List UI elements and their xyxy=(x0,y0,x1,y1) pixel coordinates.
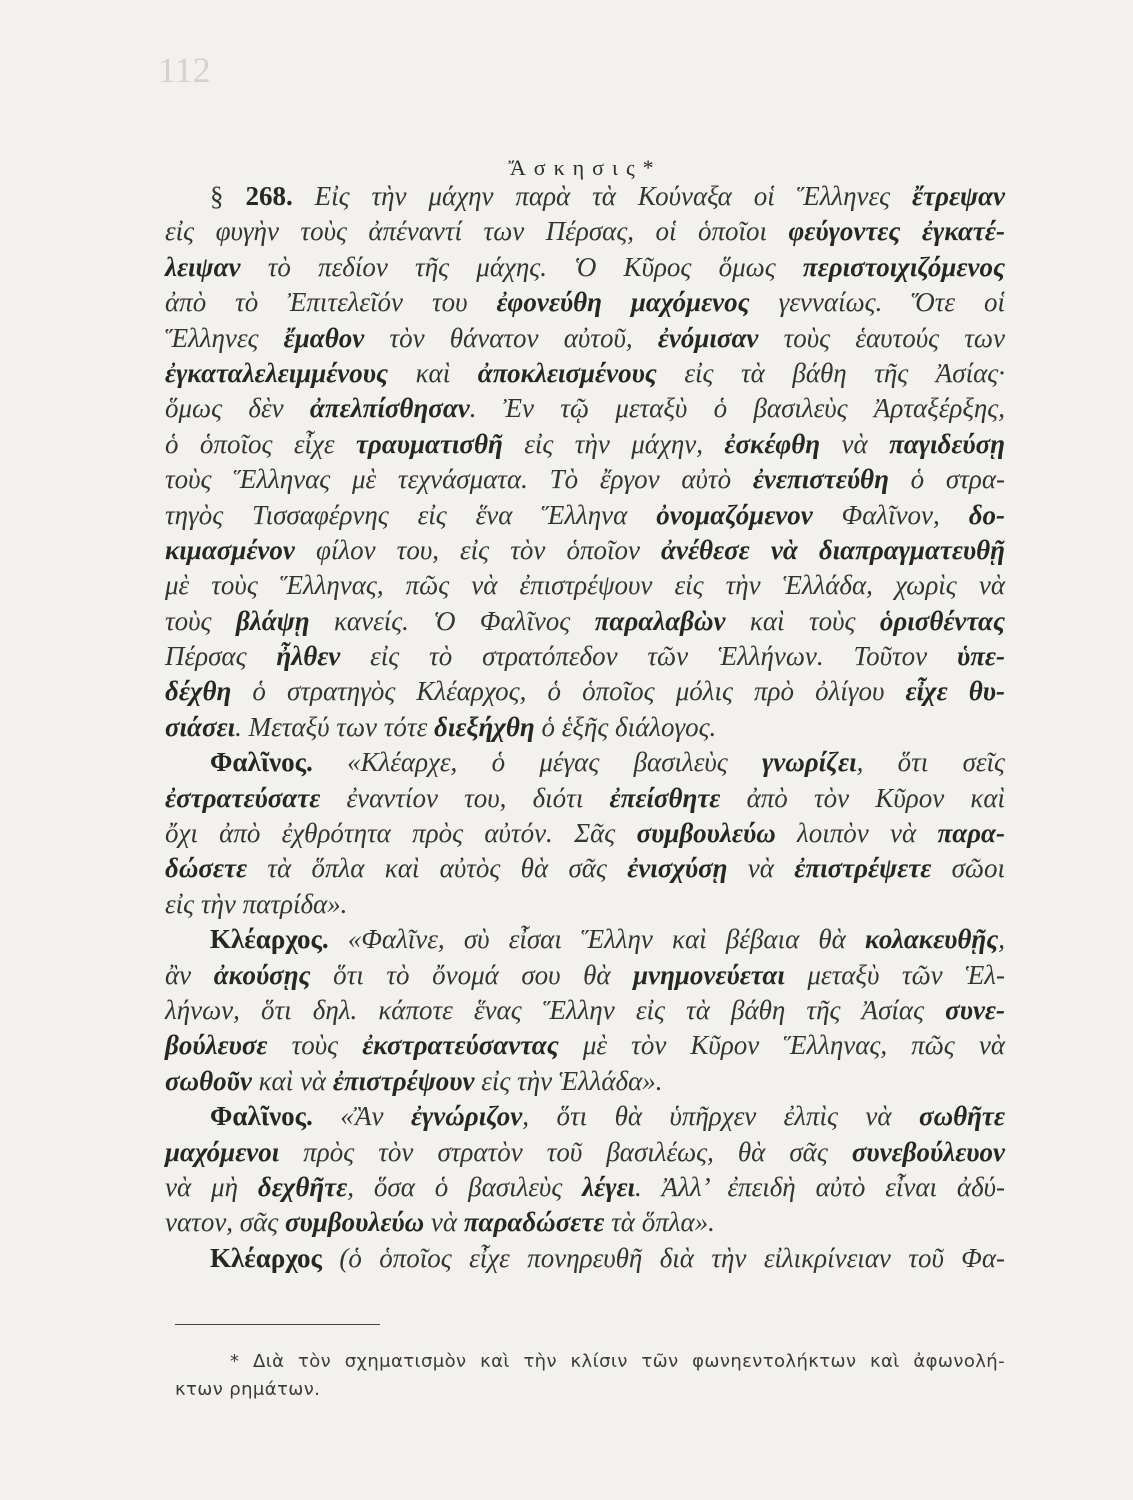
text-run: Εἰς τὴν μάχην παρὰ τὰ Κούναξα οἱ Ἕλληνες xyxy=(292,181,913,211)
text-run: φίλον του, εἰς τὸν ὁποῖον xyxy=(294,534,662,565)
text-run: πρὸς τὸν στρατὸν τοῦ βασιλέως, θὰ σᾶς xyxy=(279,1136,852,1167)
text-run: καὶ xyxy=(388,357,478,388)
line-text xyxy=(210,745,1005,780)
footnote-line xyxy=(175,1376,1005,1404)
text-run: «Ἂν xyxy=(312,1101,411,1132)
exercise-text xyxy=(165,179,1005,1276)
bold-term: τραυματισθῆ xyxy=(355,428,503,459)
bold-term: βλάψῃ xyxy=(235,605,310,636)
text-line xyxy=(165,1241,1005,1276)
footnote xyxy=(175,1348,1005,1404)
text-run: εἰς τὴν μάχην, xyxy=(502,428,725,459)
line-text xyxy=(165,1135,1005,1170)
text-line xyxy=(165,462,1005,497)
bold-term: διεξήχθη xyxy=(433,711,535,742)
text-line xyxy=(165,1170,1005,1205)
text-line xyxy=(165,285,1005,320)
bold-term: ἐνόμισαν xyxy=(657,322,759,353)
text-line xyxy=(165,1064,1005,1099)
text-run: ἐναντίον του, διότι xyxy=(320,782,610,813)
bold-term: ἔμαθον xyxy=(283,322,365,353)
bold-term: ἐπείσθητε xyxy=(609,782,721,813)
bold-term: ἐφονεύθη μαχόμενος xyxy=(496,287,750,318)
text-run: λοιπὸν νὰ xyxy=(775,818,938,849)
line-text xyxy=(165,958,1005,993)
text-run: νατον, σᾶς xyxy=(165,1207,285,1238)
text-run: τηγὸς Τισσαφέρνης εἰς ἕνα Ἕλληνα xyxy=(165,499,657,530)
text-run: Ἕλληνες xyxy=(165,322,284,353)
bold-term: Κλέαρχος. xyxy=(210,924,329,955)
footnote-line xyxy=(175,1348,1005,1376)
bold-term: ἀνέθεσε νὰ διαπραγματευθῇ xyxy=(661,534,1005,565)
text-line xyxy=(165,781,1005,816)
paragraph xyxy=(165,1241,1005,1276)
bold-term: λέγει xyxy=(582,1171,636,1202)
text-run: ὁ ὁποῖος εἶχε xyxy=(165,428,356,459)
bold-term: συμβουλεύω xyxy=(285,1207,425,1238)
bold-term: Φαλῖνος. xyxy=(210,747,313,778)
text-line xyxy=(165,639,1005,674)
line-text xyxy=(165,568,1005,603)
line-text xyxy=(165,391,1005,426)
line-text xyxy=(165,462,1005,497)
bold-term: ἀπελπίσθησαν xyxy=(309,393,470,424)
text-line xyxy=(165,816,1005,851)
bold-term: γνωρίζει xyxy=(761,747,857,778)
bold-term: παραλαβὼν xyxy=(594,605,726,636)
text-run: κανείς. Ὁ Φαλῖνος xyxy=(309,605,595,636)
text-run: ἂν xyxy=(165,959,214,990)
text-run: ὄχι ἀπὸ ἐχθρότητα πρὸς αὐτόν. Σᾶς xyxy=(165,818,637,849)
line-text xyxy=(165,1170,1005,1205)
text-line xyxy=(165,887,1005,922)
text-line xyxy=(165,250,1005,285)
text-line xyxy=(165,993,1005,1028)
line-text xyxy=(165,887,347,922)
text-run: τὰ ὅπλα». xyxy=(604,1207,715,1238)
text-run: «Κλέαρχε, ὁ μέγας βασιλεὺς xyxy=(312,747,762,778)
text-line xyxy=(165,1135,1005,1170)
text-run: εἰς τὰ βάθη τῆς Ἀσίας· xyxy=(656,357,1005,388)
text-line xyxy=(165,710,1005,745)
text-run: μεταξὺ τῶν Ἑλ- xyxy=(784,959,1005,990)
text-run: νὰ xyxy=(820,428,890,459)
text-line xyxy=(165,533,1005,568)
line-text xyxy=(210,179,1005,214)
text-run: τοὺς ἑαυτούς των xyxy=(758,322,1005,353)
text-run: ὁ στρατηγὸς Κλέαρχος, ὁ ὁποῖος μόλις πρὸ ὀλίγου xyxy=(231,676,906,707)
line-text xyxy=(165,710,716,745)
text-run: εἰς φυγὴν τοὺς ἀπέναντί των Πέρσας, οἱ ὁποῖοι xyxy=(165,216,789,247)
text-run: ὅτι τὸ ὄνομά σου θὰ xyxy=(310,959,634,990)
text-line xyxy=(165,1099,1005,1134)
text-run: Φαλῖνον, xyxy=(812,499,969,530)
bold-term: ὁρισθέντας xyxy=(879,605,1005,636)
paragraph xyxy=(165,179,1005,745)
line-text xyxy=(165,781,1005,816)
paragraph xyxy=(165,745,1005,922)
bold-term: μνημονεύεται xyxy=(633,959,785,990)
paragraph xyxy=(165,922,1005,1099)
bold-term: σωθοῦν xyxy=(165,1065,252,1096)
bold-term: ἐπιστρέψουν xyxy=(332,1065,475,1096)
text-run: . Ἐν τῷ μεταξὺ ὁ βασιλεὺς Ἀρταξέρξης, xyxy=(469,393,1005,424)
bold-term: ἐγκαταλελειμμένους xyxy=(165,357,389,388)
text-run: (ὁ ὁποῖος εἶχε πονηρευθῆ διὰ τὴν εἰλικρίνειαν τοῦ Φα- xyxy=(321,1242,1005,1273)
text-run: μὲ τὸν Κῦρον Ἕλληνας, πῶς νὰ xyxy=(558,1030,1005,1061)
line-text xyxy=(165,1205,715,1240)
text-run: κτων ρημάτων. xyxy=(175,1379,321,1400)
text-run: καὶ νὰ xyxy=(251,1065,333,1096)
bold-term: ἔτρεψαν xyxy=(912,181,1006,211)
bold-term: ἀποκλεισμένους xyxy=(477,357,657,388)
text-run: . Ἀλλ’ ἐπειδὴ αὐτὸ εἶναι ἀδύ- xyxy=(635,1171,1006,1202)
text-line xyxy=(165,321,1005,356)
text-line xyxy=(165,851,1005,886)
text-run: μὲ τοὺς Ἕλληνας, πῶς νὰ ἐπιστρέψουν εἰς τὴν Ἑλλάδα, χωρὶς νὰ xyxy=(165,570,1005,601)
text-run: τοὺς Ἕλληνας μὲ τεχνάσματα. Τὸ ἔργον αὐτὸ xyxy=(165,464,753,495)
bold-term: σιάσει xyxy=(165,711,236,742)
text-line xyxy=(165,356,1005,391)
bold-term: ἐστρατεύσατε xyxy=(165,782,321,813)
text-run: , ὅσα ὁ βασιλεὺς xyxy=(347,1171,583,1202)
bold-term: ἦλθεν xyxy=(276,641,341,672)
text-line xyxy=(165,745,1005,780)
text-run: νὰ xyxy=(727,853,795,884)
bold-term: συμβουλεύω xyxy=(636,818,776,849)
bold-term: κολακευθῇς xyxy=(865,924,999,955)
text-run: * Διὰ τὸν σχηματισμὸν καὶ τὴν κλίσιν τῶν φωνηεντολήκτων καὶ ἀφωνολή- xyxy=(230,1351,1005,1372)
text-run: ὁ στρα- xyxy=(888,464,1005,495)
text-line xyxy=(165,498,1005,533)
bold-term: περιστοιχιζόμενος xyxy=(802,251,1005,282)
bold-term: 268. xyxy=(245,181,293,211)
text-run: . Μεταξύ των τότε xyxy=(235,711,434,742)
line-text xyxy=(165,533,1005,568)
text-run: «Φαλῖνε, σὺ εἶσαι Ἕλλην καὶ βέβαια θὰ xyxy=(328,924,866,955)
bold-term: συνεβούλευον xyxy=(851,1136,1005,1167)
bold-term: ἐγνώριζον xyxy=(410,1101,523,1132)
text-run: εἰς τὸ στρατόπεδον τῶν Ἑλλήνων. Τοῦτον xyxy=(340,641,957,672)
text-run: εἰς τὴν πατρίδα». xyxy=(165,888,348,919)
text-line xyxy=(165,1205,1005,1240)
bold-term: ὀνομαζόμενον xyxy=(656,499,813,530)
bold-term: ὑπε- xyxy=(956,641,1005,672)
line-text xyxy=(210,1241,1005,1276)
bold-term: παρα- xyxy=(937,818,1005,849)
line-text xyxy=(230,1348,1005,1376)
text-line xyxy=(165,427,1005,462)
bold-term: βούλευσε xyxy=(165,1030,268,1061)
bold-term: συνε- xyxy=(945,994,1005,1025)
line-text xyxy=(165,639,1005,674)
line-text xyxy=(165,214,1005,249)
text-line xyxy=(165,922,1005,957)
text-line xyxy=(165,179,1005,214)
bold-term: λειψαν xyxy=(165,251,241,282)
bold-term: εἶχε θυ- xyxy=(905,676,1005,707)
text-line xyxy=(165,674,1005,709)
text-line xyxy=(165,391,1005,426)
line-text xyxy=(175,1376,320,1404)
text-line xyxy=(165,1028,1005,1063)
bold-term: ἐπιστρέψετε xyxy=(794,853,932,884)
page-number: 112 xyxy=(158,50,211,90)
bold-term: ἐνεπιστεύθη xyxy=(752,464,889,495)
text-line xyxy=(165,604,1005,639)
line-text xyxy=(165,674,1005,709)
line-text xyxy=(165,851,1005,886)
bold-term: δέχθη xyxy=(165,676,232,707)
line-text xyxy=(165,604,1005,639)
text-run: εἰς τὴν Ἑλλάδα». xyxy=(474,1065,663,1096)
text-run: ὁ ἑξῆς διάλογος. xyxy=(534,711,717,742)
text-run: ἀπὸ τὸ Ἐπιτελεῖόν του xyxy=(165,287,497,318)
line-text xyxy=(165,250,1005,285)
text-run: ὅμως δὲν xyxy=(165,393,310,424)
text-run: , ὅτι σεῖς xyxy=(856,747,1005,778)
bold-term: ἐνισχύσῃ xyxy=(627,853,728,884)
line-text xyxy=(165,356,1005,391)
text-run: σῶοι xyxy=(931,853,1005,884)
section-title: Ἄσκησις* xyxy=(508,155,662,180)
text-line xyxy=(165,958,1005,993)
paragraph xyxy=(165,1099,1005,1241)
text-line xyxy=(165,214,1005,249)
text-run: νὰ μὴ xyxy=(165,1171,258,1202)
line-text xyxy=(210,922,1005,957)
bold-term: ἀκούσῃς xyxy=(213,959,311,990)
line-text xyxy=(165,498,1005,533)
text-run: καὶ τοὺς xyxy=(725,605,880,636)
bold-term: δώσετε xyxy=(165,853,248,884)
text-run: τὸ πεδίον τῆς μάχης. Ὁ Κῦρος ὅμως xyxy=(240,251,803,282)
bold-term: μαχόμενοι xyxy=(165,1136,280,1167)
line-text xyxy=(210,1099,1005,1134)
bold-term: Κλέαρχος xyxy=(210,1242,322,1273)
line-text xyxy=(165,285,1005,320)
bold-term: ἐσκέφθη xyxy=(724,428,821,459)
text-run: , xyxy=(998,924,1005,955)
text-run: , ὅτι θὰ ὑπῆρχεν ἐλπὶς νὰ xyxy=(522,1101,920,1132)
line-text xyxy=(165,1028,1005,1063)
footnote-rule xyxy=(175,1324,380,1325)
bold-term: ἐκστρατεύσαντας xyxy=(362,1030,559,1061)
bold-term: παραδώσετε xyxy=(463,1207,605,1238)
bold-term: σωθῆτε xyxy=(919,1101,1005,1132)
text-run: ἀπὸ τὸν Κῦρον καὶ xyxy=(720,782,1006,813)
line-text xyxy=(165,816,1005,851)
text-run: Πέρσας xyxy=(165,641,277,672)
text-run: τοὺς xyxy=(267,1030,363,1061)
bold-term: κιμασμένον xyxy=(165,534,295,565)
bold-term: δο- xyxy=(968,499,1006,530)
text-run: λήνων, ὅτι δηλ. κάποτε ἕνας Ἕλλην εἰς τὰ βάθη τῆς Ἀσίας xyxy=(165,994,946,1025)
text-run: τὰ ὅπλα καὶ αὐτὸς θὰ σᾶς xyxy=(247,853,628,884)
line-text xyxy=(165,427,1005,462)
text-line xyxy=(165,568,1005,603)
bold-term: παγιδεύσῃ xyxy=(889,428,1005,459)
bold-term: φεύγοντες ἐγκατέ- xyxy=(788,216,1005,247)
text-run: γενναίως. Ὅτε οἱ xyxy=(749,287,1005,318)
line-text xyxy=(165,321,1005,356)
bold-term: Φαλῖνος. xyxy=(210,1101,313,1132)
text-run: τοὺς xyxy=(165,605,236,636)
text-run: νὰ xyxy=(424,1207,464,1238)
line-text xyxy=(165,1064,663,1099)
text-run: τὸν θάνατον αὐτοῦ, xyxy=(364,322,658,353)
text-run: § xyxy=(210,181,246,211)
line-text xyxy=(165,993,1005,1028)
bold-term: δεχθῆτε xyxy=(257,1171,348,1202)
